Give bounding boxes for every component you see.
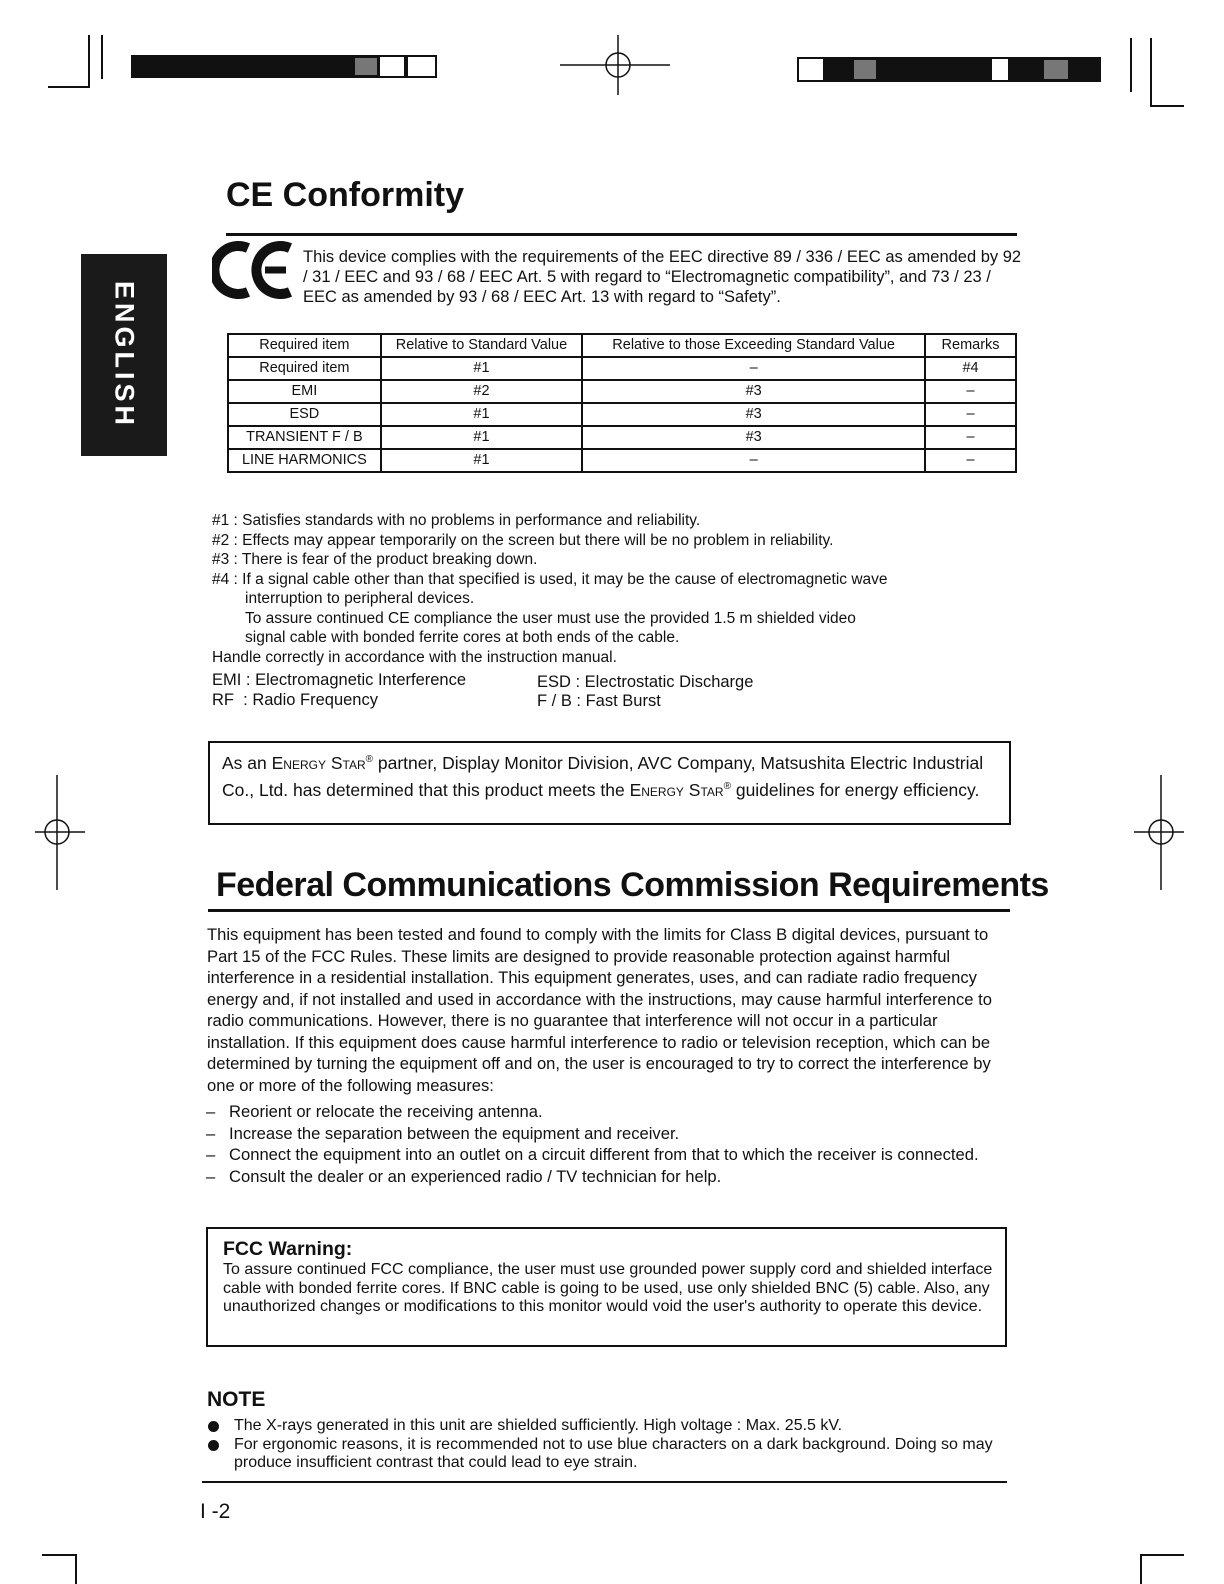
- footnote: #4 : If a signal cable other than that specified is used, it may be the cause of electromagnetic wave: [212, 570, 888, 588]
- table-cell: EMI: [228, 380, 381, 403]
- table-cell: #1: [381, 357, 582, 380]
- list-item: The X-rays generated in this unit are shielded sufficiently. High voltage : Max. 25.5 kV.: [207, 1417, 997, 1436]
- table-cell: TRANSIENT F / B: [228, 426, 381, 449]
- abbreviation-esd: ESD : Electrostatic Discharge: [537, 673, 754, 691]
- abbreviation-emi: EMI : Electromagnetic Interference: [212, 671, 467, 689]
- table-cell: LINE HARMONICS: [228, 449, 381, 472]
- fcc-measures-list: [206, 1101, 1006, 1187]
- fcc-warning-box: [206, 1227, 1007, 1347]
- energy-star-text: guidelines for energy efficiency.: [730, 779, 980, 800]
- fcc-warning-title: FCC Warning:: [223, 1238, 353, 1260]
- registration-mark-top: [560, 35, 670, 95]
- ce-mark-icon: [212, 240, 296, 300]
- note-rule: [202, 1481, 1007, 1483]
- table-cell: #3: [582, 426, 925, 449]
- language-tab: [81, 254, 167, 456]
- registered-mark: ®: [365, 754, 373, 765]
- table-row: [228, 449, 1016, 472]
- table-cell: #3: [582, 380, 925, 403]
- energy-star-brand: Energy Star: [271, 752, 366, 773]
- table-cell: #1: [381, 426, 582, 449]
- fcc-title-rule: [208, 909, 1010, 912]
- energy-star-text: As an: [222, 752, 272, 773]
- energy-star-text: partner, Display Monitor Division, AVC Company, Matsushita Electric Industrial Co., Ltd. has determined that this product meets the: [222, 752, 984, 800]
- abbreviation-fb: F / B : Fast Burst: [537, 692, 661, 710]
- note-title: NOTE: [207, 1388, 266, 1411]
- ce-title-rule: [226, 233, 1017, 236]
- column-header: Required item: [228, 334, 381, 357]
- list-item: For ergonomic reasons, it is recommended not to use blue characters on a dark background. Doing so may produce insufficient contrast that could lead to eye strain.: [207, 1436, 997, 1473]
- footnote-continuation: signal cable with bonded ferrite cores at both ends of the cable.: [245, 629, 680, 646]
- ce-statement: This device complies with the requirements of the EEC directive 89 / 336 / EEC as amended by 92 / 31 / EEC and 93 / 68 / EEC Art. 5 with regard to “Electromagnetic compatibility”, and 73 / 23 / EEC as amended by 93 / 68 / EEC Art. 13 with regard to “Safety”.: [303, 248, 1022, 306]
- table-cell: #1: [381, 449, 582, 472]
- table-cell: –: [925, 380, 1016, 403]
- fcc-warning-text: To assure continued FCC compliance, the user must use grounded power supply cord and shielded interface cable with bonded ferrite cores. If BNC cable is going to be used, use only shielded BNC (5) cable. Also, any unauthorized changes or modifications to this monitor would void the user's authority to operate this device.: [223, 1261, 993, 1315]
- column-header: Remarks: [925, 334, 1016, 357]
- column-header: Relative to those Exceeding Standard Value: [582, 334, 925, 357]
- table-cell: –: [582, 357, 925, 380]
- table-cell: –: [925, 449, 1016, 472]
- abbreviation-rf: RF : Radio Frequency: [212, 691, 378, 709]
- table-header-row: [228, 334, 1016, 357]
- list-item: – Reorient or relocate the receiving antenna.: [206, 1101, 1006, 1123]
- energy-star-statement: [208, 741, 1011, 825]
- table-row: [228, 426, 1016, 449]
- fcc-title: Federal Communications Commission Requirements: [216, 866, 1049, 904]
- fcc-body: This equipment has been tested and found to comply with the limits for Class B digital devices, pursuant to Part 15 of the FCC Rules. These limits are designed to provide reasonable protection against harmful interference in a residential installation. This equipment generates, uses, and can radiate radio frequency energy and, if not installed and used in accordance with the instructions, may cause harmful interference to radio communications. However, there is no guarantee that interference will not occur in a particular installation. If this equipment does cause harmful interference to radio or television reception, which can be determined by turning the equipment off and on, the user is encouraged to try to correct the interference by one or more of the following measures:: [207, 925, 992, 1095]
- ce-footnotes: [212, 511, 972, 667]
- registration-mark-right: [1134, 775, 1189, 890]
- column-header: Relative to Standard Value: [381, 334, 582, 357]
- table-cell: –: [925, 426, 1016, 449]
- footnote-continuation: interruption to peripheral devices.: [245, 590, 475, 607]
- list-item: – Connect the equipment into an outlet on a circuit different from that to which the receiver is connected.: [206, 1144, 1006, 1166]
- ce-conformity-title: CE Conformity: [226, 176, 464, 214]
- registration-mark-left: [30, 775, 85, 890]
- registered-mark: ®: [723, 780, 731, 792]
- table-cell: –: [925, 403, 1016, 426]
- table-cell: Required item: [228, 357, 381, 380]
- list-item: – Increase the separation between the equipment and receiver.: [206, 1123, 1006, 1145]
- table-cell: #1: [381, 403, 582, 426]
- table-cell: –: [582, 449, 925, 472]
- footnote: #3 : There is fear of the product breaking down.: [212, 551, 538, 568]
- table-cell: #2: [381, 380, 582, 403]
- footnote: #1 : Satisfies standards with no problems in performance and reliability.: [212, 512, 701, 529]
- list-item: – Consult the dealer or an experienced radio / TV technician for help.: [206, 1166, 1006, 1188]
- table-row: [228, 403, 1016, 426]
- table-row: [228, 357, 1016, 380]
- footnote: #2 : Effects may appear temporarily on the screen but there will be no problem in reliability.: [212, 531, 834, 549]
- energy-star-brand: Energy Star: [629, 779, 724, 800]
- table-cell: ESD: [228, 403, 381, 426]
- table-cell: #4: [925, 357, 1016, 380]
- footnote-continuation: To assure continued CE compliance the user must use the provided 1.5 m shielded video: [245, 609, 856, 627]
- ce-conformity-table: [227, 333, 1017, 473]
- table-cell: #3: [582, 403, 925, 426]
- language-tab-label: ENGLISH: [109, 280, 140, 430]
- table-row: [228, 380, 1016, 403]
- handling-note: Handle correctly in accordance with the instruction manual.: [212, 648, 617, 666]
- page-number: I -2: [200, 1500, 231, 1523]
- note-list: [207, 1417, 997, 1473]
